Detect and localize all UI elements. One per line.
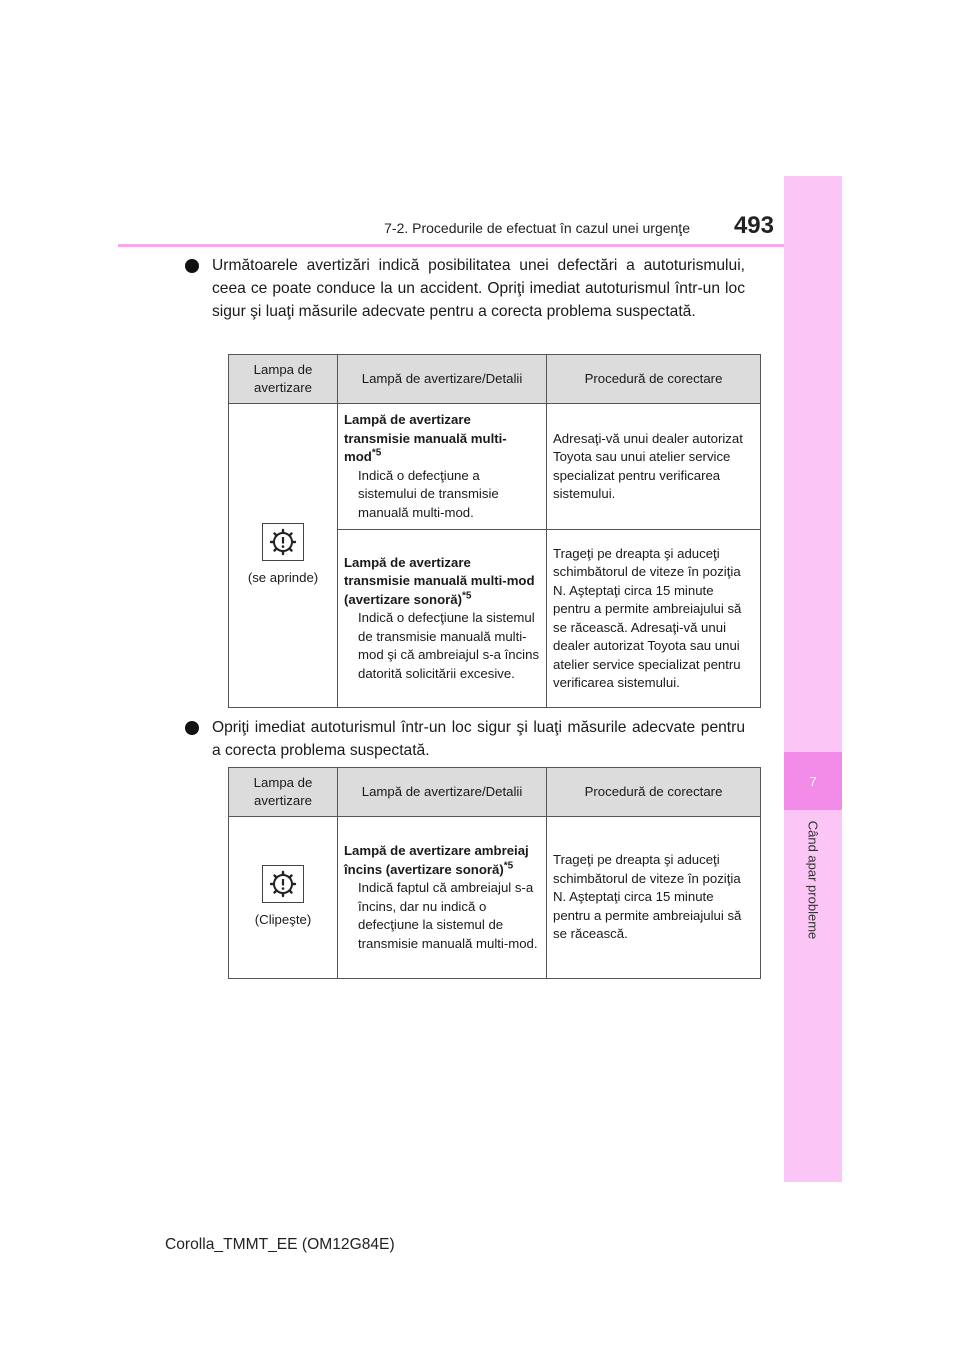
header-procedure: Procedură de corectare	[547, 768, 761, 817]
footnote-ref: *5	[503, 860, 514, 872]
bullet-text-1: Următoarele avertizări indică posibilitatea unei defectări a autoturismului, ceea ce poate conduce la un accident. Opriţi imediat autoturismul într-un loc sigur şi luaţi măsurile adecvate pentru a corecta problema suspectată.	[212, 257, 745, 320]
table-header-row	[229, 768, 761, 817]
gear-exclamation-icon	[262, 865, 304, 903]
footnote-ref: *5	[462, 590, 472, 602]
warning-table-2	[228, 767, 761, 979]
chapter-number: 7	[784, 752, 842, 810]
detail-title: Lampă de avertizare transmisie manuală multi-mod	[344, 412, 507, 464]
footer-document-code: Corolla_TMMT_EE (OM12G84E)	[165, 1236, 395, 1253]
table-header-row	[229, 355, 761, 404]
bullet-icon	[184, 718, 200, 734]
header-lamp: Lampa de avertizare	[229, 768, 338, 817]
detail-cell	[338, 404, 547, 530]
bullet-paragraph-1	[212, 254, 745, 323]
detail-description: Indică o defecţiune a sistemului de transmisie manuală multi-mod.	[358, 467, 499, 520]
lamp-state: (se aprinde)	[247, 570, 319, 586]
bullet-text-2: Opriţi imediat autoturismul într-un loc sigur şi luaţi măsurile adecvate pentru a corecta problema suspectată.	[212, 719, 745, 759]
detail-description: Indică o defecţiune la sistemul de transmisie manuală multi-mod şi că ambreiajul s-a încins datorită solicitării excesive.	[358, 610, 540, 681]
lamp-cell	[229, 817, 338, 979]
procedure-cell: Adresaţi-vă unui dealer autorizat Toyota sau unui atelier service specializat pentru verificarea sistemului.	[547, 404, 761, 530]
header-details: Lampă de avertizare/Detalii	[338, 355, 547, 404]
footnote-ref: *5	[371, 447, 382, 459]
page-number: 493	[733, 212, 774, 239]
detail-description: Indică faptul că ambreiajul s-a încins, dar nu indică o defecţiune la sistemul de transmisie manuală multi-mod.	[358, 880, 538, 951]
procedure-cell: Trageţi pe dreapta şi aduceţi schimbătorul de viteze în poziţia N. Aşteptaţi circa 15 minute pentru a permite ambreiajului să se răcească.	[547, 817, 761, 979]
bullet-paragraph-2	[212, 716, 745, 762]
table-row	[229, 404, 761, 530]
detail-cell	[338, 530, 547, 708]
header-divider	[118, 244, 784, 247]
gear-exclamation-icon	[262, 523, 304, 561]
lamp-state: (Clipeşte)	[254, 912, 312, 928]
chapter-label: Când apar probleme	[805, 820, 821, 940]
header-details: Lampă de avertizare/Detalii	[338, 768, 547, 817]
detail-title: Lampă de avertizare transmisie manuală multi-mod (avertizare sonoră)	[344, 554, 535, 607]
chapter-side-tab	[784, 176, 842, 1182]
header-procedure: Procedură de corectare	[547, 355, 761, 404]
header-lamp: Lampa de avertizare	[229, 355, 338, 404]
procedure-cell: Trageţi pe dreapta şi aduceţi schimbătorul de viteze în poziţia N. Aşteptaţi circa 15 minute pentru a permite ambreiajului să se răcească. Adresaţi-vă unui dealer autorizat Toyota sau unui atelier service specializat pentru verificarea sistemului.	[547, 530, 761, 708]
detail-title: Lampă de avertizare ambreiaj încins (avertizare sonoră)	[344, 843, 529, 877]
lamp-cell	[229, 404, 338, 708]
warning-table-1	[228, 354, 761, 708]
bullet-icon	[184, 256, 200, 272]
header-section-title: 7-2. Procedurile de efectuat în cazul unei urgenţe	[384, 220, 690, 236]
detail-cell	[338, 817, 547, 979]
table-row	[229, 817, 761, 979]
